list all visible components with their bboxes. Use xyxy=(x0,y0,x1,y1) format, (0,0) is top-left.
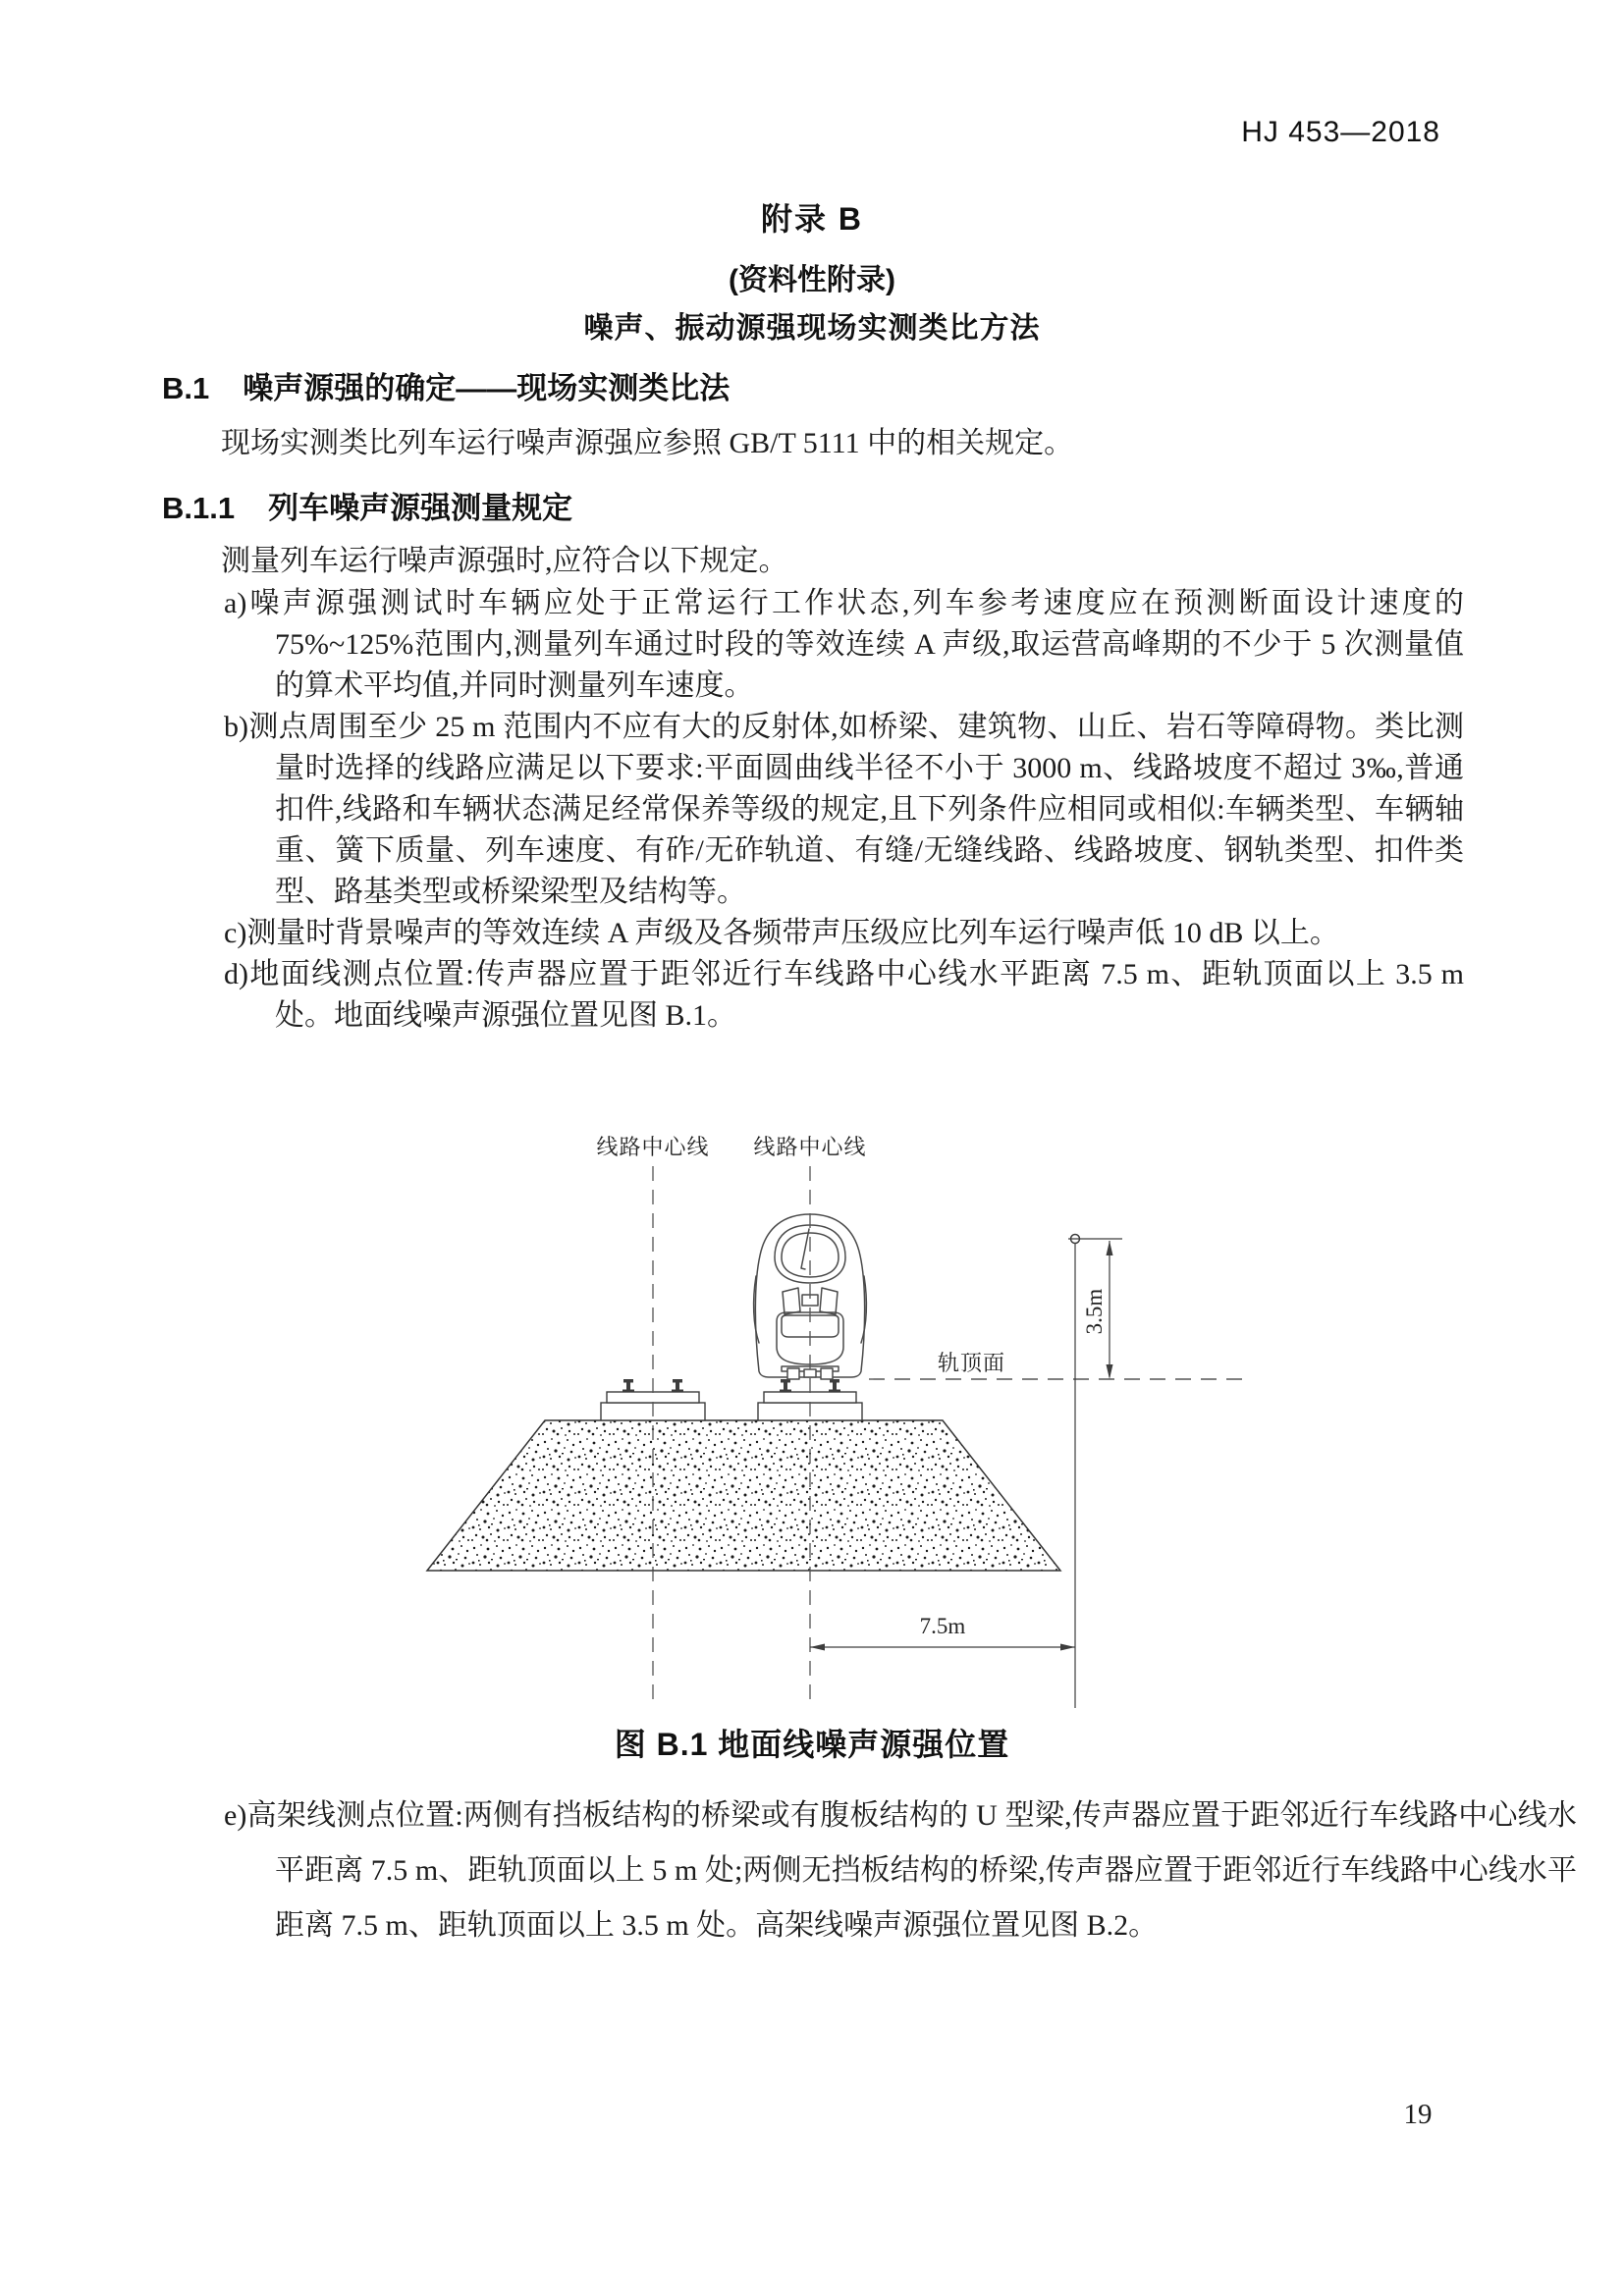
page-number: 19 xyxy=(1403,2099,1433,2130)
dimension-7-5m xyxy=(810,1644,1075,1651)
appendix-title: 附录 B xyxy=(760,201,863,237)
item-d-text: 地面线测点位置:传声器应置于距邻近行车线路中心线水平距离 7.5 m、距轨顶面以上 3.5 m 处。地面线噪声源强位置见图 B.1。 xyxy=(248,958,1464,1032)
section-b1-number: B.1 xyxy=(162,371,210,405)
centerline-right-label: 线路中心线 xyxy=(753,1135,867,1159)
running-header: HJ 453—2018 xyxy=(1241,116,1440,148)
section-b11-number: B.1.1 xyxy=(162,491,236,525)
clause-list xyxy=(162,583,1464,1037)
embankment xyxy=(427,1420,1060,1571)
item-a-text: 噪声源强测试时车辆应处于正常运行工作状态,列车参考速度应在预测断面设计速度的 75%~125%范围内,测量列车通过时段的等效连续 A 声级,取运营高峰期的不少于 5 次测量值的算术平均值,并同时测量列车速度。 xyxy=(246,587,1464,702)
list-item-e xyxy=(162,1789,1577,1953)
figure-caption: 图 B.1 地面线噪声源强位置 xyxy=(614,1727,1010,1762)
centerline-left-label: 线路中心线 xyxy=(596,1135,710,1159)
section-b11-heading xyxy=(162,483,1464,527)
item-a-label: a) xyxy=(224,587,247,619)
appendix-heading: 噪声、振动源强现场实测类比方法 xyxy=(583,312,1041,345)
list-item-c xyxy=(162,913,1464,954)
appendix-subtitle: (资料性附录) xyxy=(729,264,895,296)
list-item-a xyxy=(162,583,1464,707)
section-b11-intro: 测量列车运行噪声源强时,应符合以下规定。 xyxy=(221,545,788,577)
figure-b1-drawing xyxy=(295,1119,1326,1718)
item-b-text: 测点周围至少 25 m 范围内不应有大的反射体,如桥梁、建筑物、山丘、岩石等障碍物。类比测量时选择的线路应满足以下要求:平面圆曲线半径不小于 3000 m、线路坡度不超过 3‰,普通扣件,线路和车辆状态满足经常保养等级的规定,且下列条件应相同或相似:车辆类型、车辆轴重、簧下质量、列车速度、有砟/无砟轨道、有缝/无缝线路、线路坡度、钢轨类型、扣件类型、路基类型或桥梁梁型及结构等。 xyxy=(248,711,1464,908)
section-b1-intro: 现场实测类比列车运行噪声源强应参照 GB/T 5111 中的相关规定。 xyxy=(221,427,1074,459)
item-d-label: d) xyxy=(224,958,248,990)
rail-top-label: 轨顶面 xyxy=(938,1351,1006,1375)
section-b1-title: 噪声源强的确定——现场实测类比法 xyxy=(243,371,731,405)
height-dim-label: 3.5m xyxy=(1082,1288,1107,1335)
list-item-d xyxy=(162,954,1464,1037)
width-dim-label: 7.5m xyxy=(919,1614,966,1638)
item-c-text: 测量时背景噪声的等效连续 A 声级及各频带声压级应比列车运行噪声低 10 dB 以上。 xyxy=(246,917,1339,949)
item-e-text: 高架线测点位置:两侧有挡板结构的桥梁或有腹板结构的 U 型梁,传声器应置于距邻近行车线路中心线水平距离 7.5 m、距轨顶面以上 5 m 处;两侧无挡板结构的桥梁,传声器应置于距邻近行车线路中心线水平距离 7.5 m、距轨顶面以上 3.5 m 处。高架线噪声源强位置见图 B.2。 xyxy=(246,1799,1577,1942)
item-e-label: e) xyxy=(224,1799,247,1832)
section-b1-heading xyxy=(162,363,1464,407)
item-c-label: c) xyxy=(224,917,247,949)
item-b-label: b) xyxy=(224,711,248,743)
section-b11-title: 列车噪声源强测量规定 xyxy=(268,491,573,525)
list-item-b xyxy=(162,707,1464,913)
